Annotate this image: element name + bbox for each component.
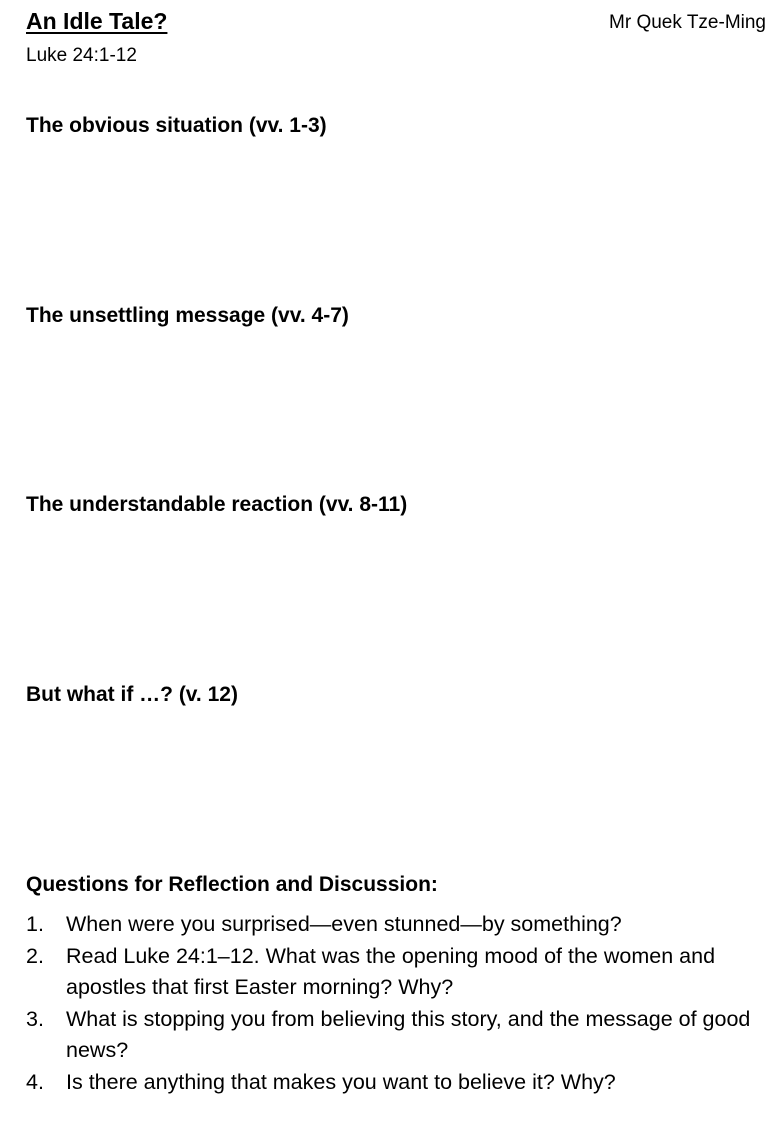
scripture-reference: Luke 24:1-12	[26, 45, 137, 66]
questions-heading: Questions for Reflection and Discussion:	[26, 873, 438, 896]
discussion-question	[26, 1004, 771, 1067]
question-number: 1.	[26, 912, 44, 936]
discussion-question	[26, 909, 771, 941]
section-heading-but-what-if: But what if …? (v. 12)	[26, 683, 238, 706]
question-number: 3.	[26, 1006, 44, 1031]
question-number: 2.	[26, 943, 44, 968]
section-heading-unsettling-message: The unsettling message (vv. 4-7)	[26, 304, 349, 327]
question-text: When were you surprised—even stunned—by something?	[66, 912, 622, 936]
question-number: 4.	[26, 1069, 44, 1094]
discussion-question	[26, 1067, 771, 1099]
discussion-question-list	[26, 909, 771, 1098]
question-text: Is there anything that makes you want to believe it? Why?	[66, 1069, 616, 1094]
question-text: Read Luke 24:1–12. What was the opening mood of the women and apostles that first Easter morning? Why?	[66, 943, 716, 999]
speaker-name: Mr Quek Tze-Ming	[609, 12, 766, 33]
section-heading-obvious-situation: The obvious situation (vv. 1-3)	[26, 114, 327, 137]
section-heading-understandable-reaction: The understandable reaction (vv. 8-11)	[26, 493, 408, 516]
question-text: What is stopping you from believing this story, and the message of good news?	[66, 1006, 751, 1062]
discussion-question	[26, 941, 771, 1004]
document-title: An Idle Tale?	[26, 8, 168, 34]
